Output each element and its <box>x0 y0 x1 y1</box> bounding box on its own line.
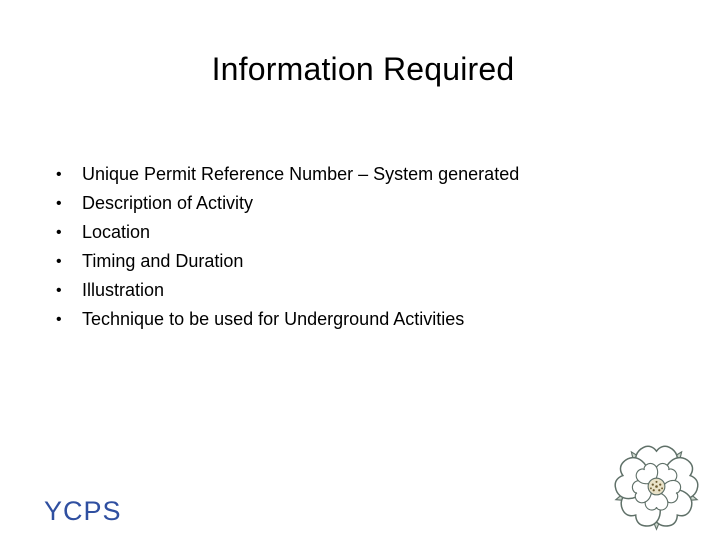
bullet-text: Illustration <box>82 280 165 300</box>
bullet-text: Technique to be used for Underground Activities <box>82 309 465 329</box>
bullet-text: Unique Permit Reference Number – System generated <box>82 164 520 184</box>
slide-title: Information Required <box>211 51 515 87</box>
list-item <box>56 160 519 189</box>
yorkshire-rose-icon <box>610 440 703 533</box>
list-item <box>56 276 519 305</box>
bullet-icon: • <box>56 253 62 270</box>
bullet-list <box>56 160 519 334</box>
bullet-icon: • <box>56 224 62 241</box>
bullet-icon: • <box>56 311 62 328</box>
bullet-icon: • <box>56 166 62 183</box>
list-item <box>56 305 519 334</box>
bullet-text: Description of Activity <box>82 193 254 213</box>
bullet-icon: • <box>56 195 62 212</box>
bullet-text: Location <box>82 222 151 242</box>
bullet-text: Timing and Duration <box>82 251 244 271</box>
list-item <box>56 189 519 218</box>
list-item <box>56 247 519 276</box>
ycps-logo-text: YCPS <box>44 496 122 526</box>
bullet-icon: • <box>56 282 62 299</box>
list-item <box>56 218 519 247</box>
